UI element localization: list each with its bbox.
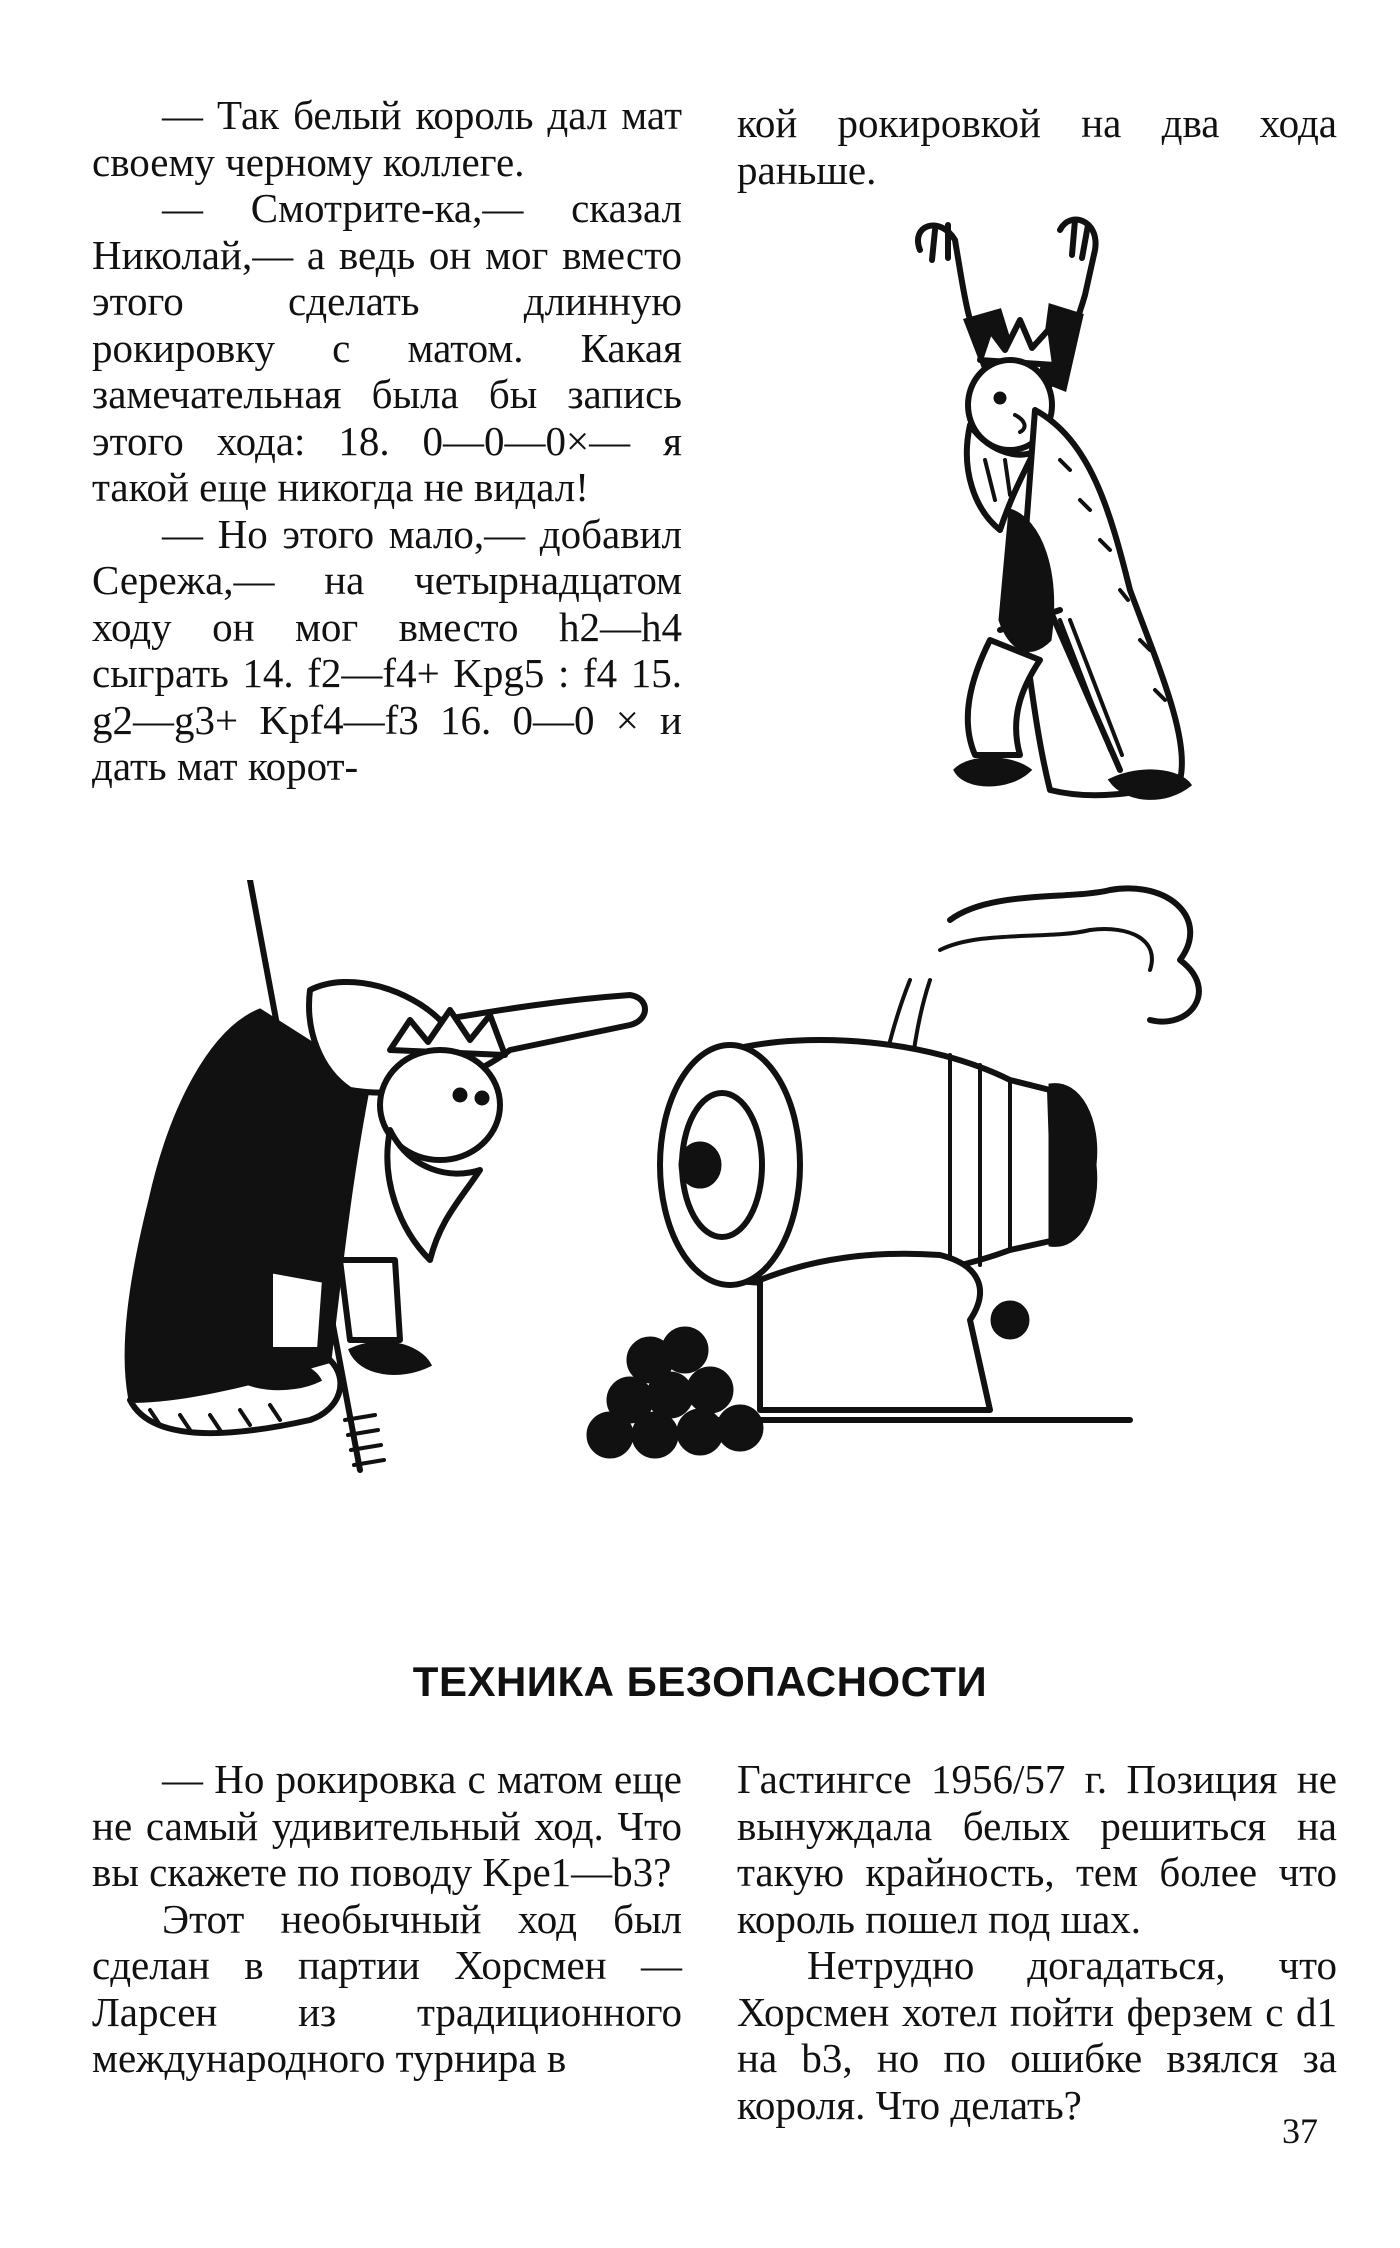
paragraph: Нетрудно догадаться, что Хорсмен хотел пойти ферзем с d1 на b3, но по ошибке взялся за короля. Что делать? — [737, 1942, 1337, 2128]
section-title: ТЕХНИКА БЕЗОПАСНОСТИ — [412, 1658, 988, 1705]
text-column-top-left — [92, 92, 682, 790]
paragraph: Этот необычный ход был сделан в партии Хорсмен — Ларсен из традиционного международного турнира в — [92, 1895, 682, 2081]
paragraph: — Но этого мало,— добавил Сережа,— на четырнадцатом ходу он мог вместо h2—h4 сыграть 14. f2—f4+ Kpg5 : f4 15. g2—g3+ Kpf4—f3 16. 0—0 × и дать мат корот- — [92, 510, 682, 789]
page-number: 37 — [1282, 2111, 1318, 2151]
king-firing-cannon-icon — [110, 880, 1270, 1580]
paragraph: — Смотрите-ка,— сказал Николай,— а ведь он мог вместо этого сделать длинную рокировку с матом. Какая замечательная была бы запись этого хода: 18. 0—0—0×— я такой еще никогда не видал! — [92, 185, 682, 510]
paragraph: — Но рокировка с матом еще не самый удивительный ход. Что вы скажете по поводу Kpe1—b3? — [92, 1756, 682, 1895]
paragraph: Гастингсе 1956/57 г. Позиция не вынуждала белых решиться на такую крайность, тем более что король пошел под шах. — [737, 1756, 1337, 1942]
paragraph: — Так белый король дал мат своему черному коллеге. — [92, 92, 682, 185]
text-column-top-right — [737, 100, 1337, 193]
cannonball-pile — [588, 1328, 762, 1457]
text-column-bottom-left — [92, 1756, 682, 2082]
text-column-bottom-right — [737, 1756, 1337, 2128]
king-raising-hands-icon — [860, 210, 1280, 830]
paragraph: кой рокировкой на два хода раньше. — [737, 100, 1337, 193]
